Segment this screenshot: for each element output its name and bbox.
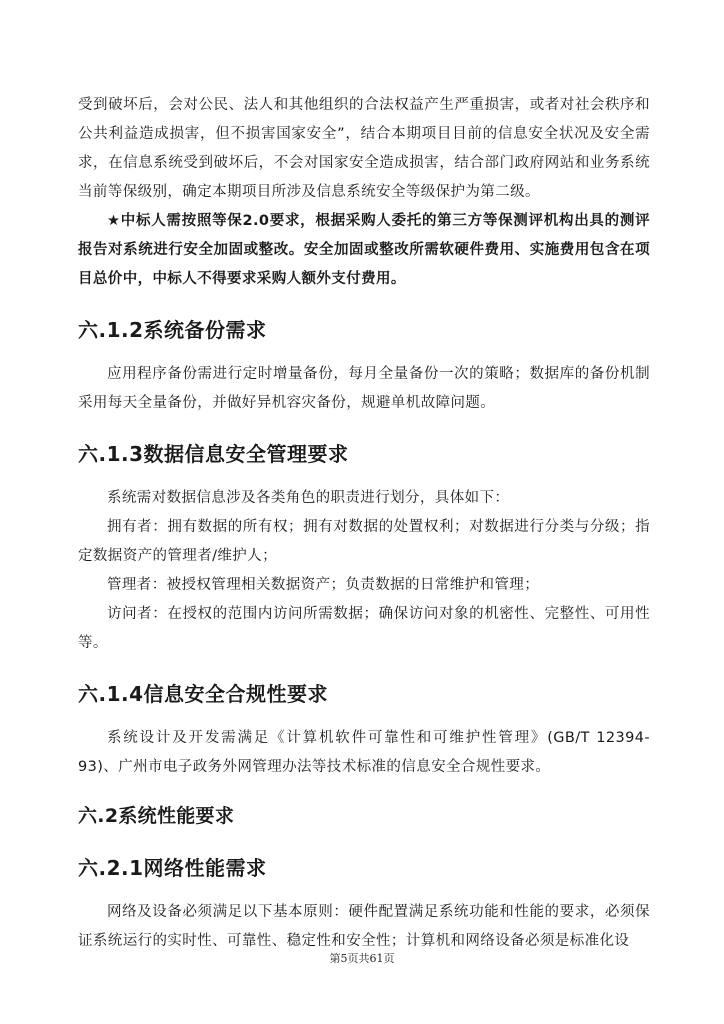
manager-role-paragraph: 管理者：被授权管理相关数据资产；负责数据的日常维护和管理； bbox=[107, 577, 540, 593]
visitor-role-paragraph: 访问者：在授权的范围内访问所需数据；确保访问对象的机密性、完整性、可用性等。 bbox=[78, 606, 650, 651]
compliance-paragraph: 系统设计及开发需满足《计算机软件可靠性和可维护性管理》(GB/T 12394-93)、广州市电子政务外网管理办法等技术标准的信息安全合规性要求。 bbox=[78, 730, 650, 775]
page-number-footer: 第5页共61页 bbox=[329, 952, 395, 965]
intro-paragraph: 受到破坏后，会对公民、法人和其他组织的合法权益产生严重损害，或者对社会秩序和公共利益造成损害，但不损害国家安全”，结合本期项目目前的信息安全状况及安全需求，在信息系统受到破坏后，不会对国家安全造成损害，结合部门政府网站和业务系统当前等保级别，确定本期项目所涉及信息系统安全等级保护为第二级。 bbox=[78, 97, 650, 200]
star-requirement-paragraph: ★中标人需按照等保2.0要求，根据采购人委托的第三方等保测评机构出具的测评报告对系统进行安全加固或整改。安全加固或整改所需软硬件费用、实施费用包含在项目总价中，中标人不得要求采购人额外支付费用。 bbox=[78, 213, 650, 287]
heading-6-1-3: 六.1.3数据信息安全管理要求 bbox=[78, 442, 349, 466]
heading-6-2: 六.2系统性能要求 bbox=[78, 805, 235, 827]
backup-paragraph: 应用程序备份需进行定时增量备份，每月全量备份一次的策略；数据库的备份机制采用每天全量备份，并做好异机容灾备份，规避单机故障问题。 bbox=[78, 366, 650, 411]
owner-role-paragraph: 拥有者：拥有数据的所有权；拥有对数据的处置权利；对数据进行分类与分级；指定数据资产的管理者/维护人； bbox=[78, 519, 650, 564]
heading-6-1-4: 六.1.4信息安全合规性要求 bbox=[78, 682, 329, 706]
heading-6-1-2: 六.1.2系统备份需求 bbox=[78, 318, 267, 342]
network-performance-paragraph: 网络及设备必须满足以下基本原则：硬件配置满足系统功能和性能的要求，必须保证系统运行的实时性、可靠性、稳定性和安全性；计算机和网络设备必须是标准化设 bbox=[78, 904, 650, 949]
heading-6-2-1: 六.2.1网络性能需求 bbox=[78, 856, 267, 880]
page-content bbox=[78, 91, 650, 956]
data-roles-intro: 系统需对数据信息涉及各类角色的职责进行划分，具体如下： bbox=[107, 490, 510, 506]
